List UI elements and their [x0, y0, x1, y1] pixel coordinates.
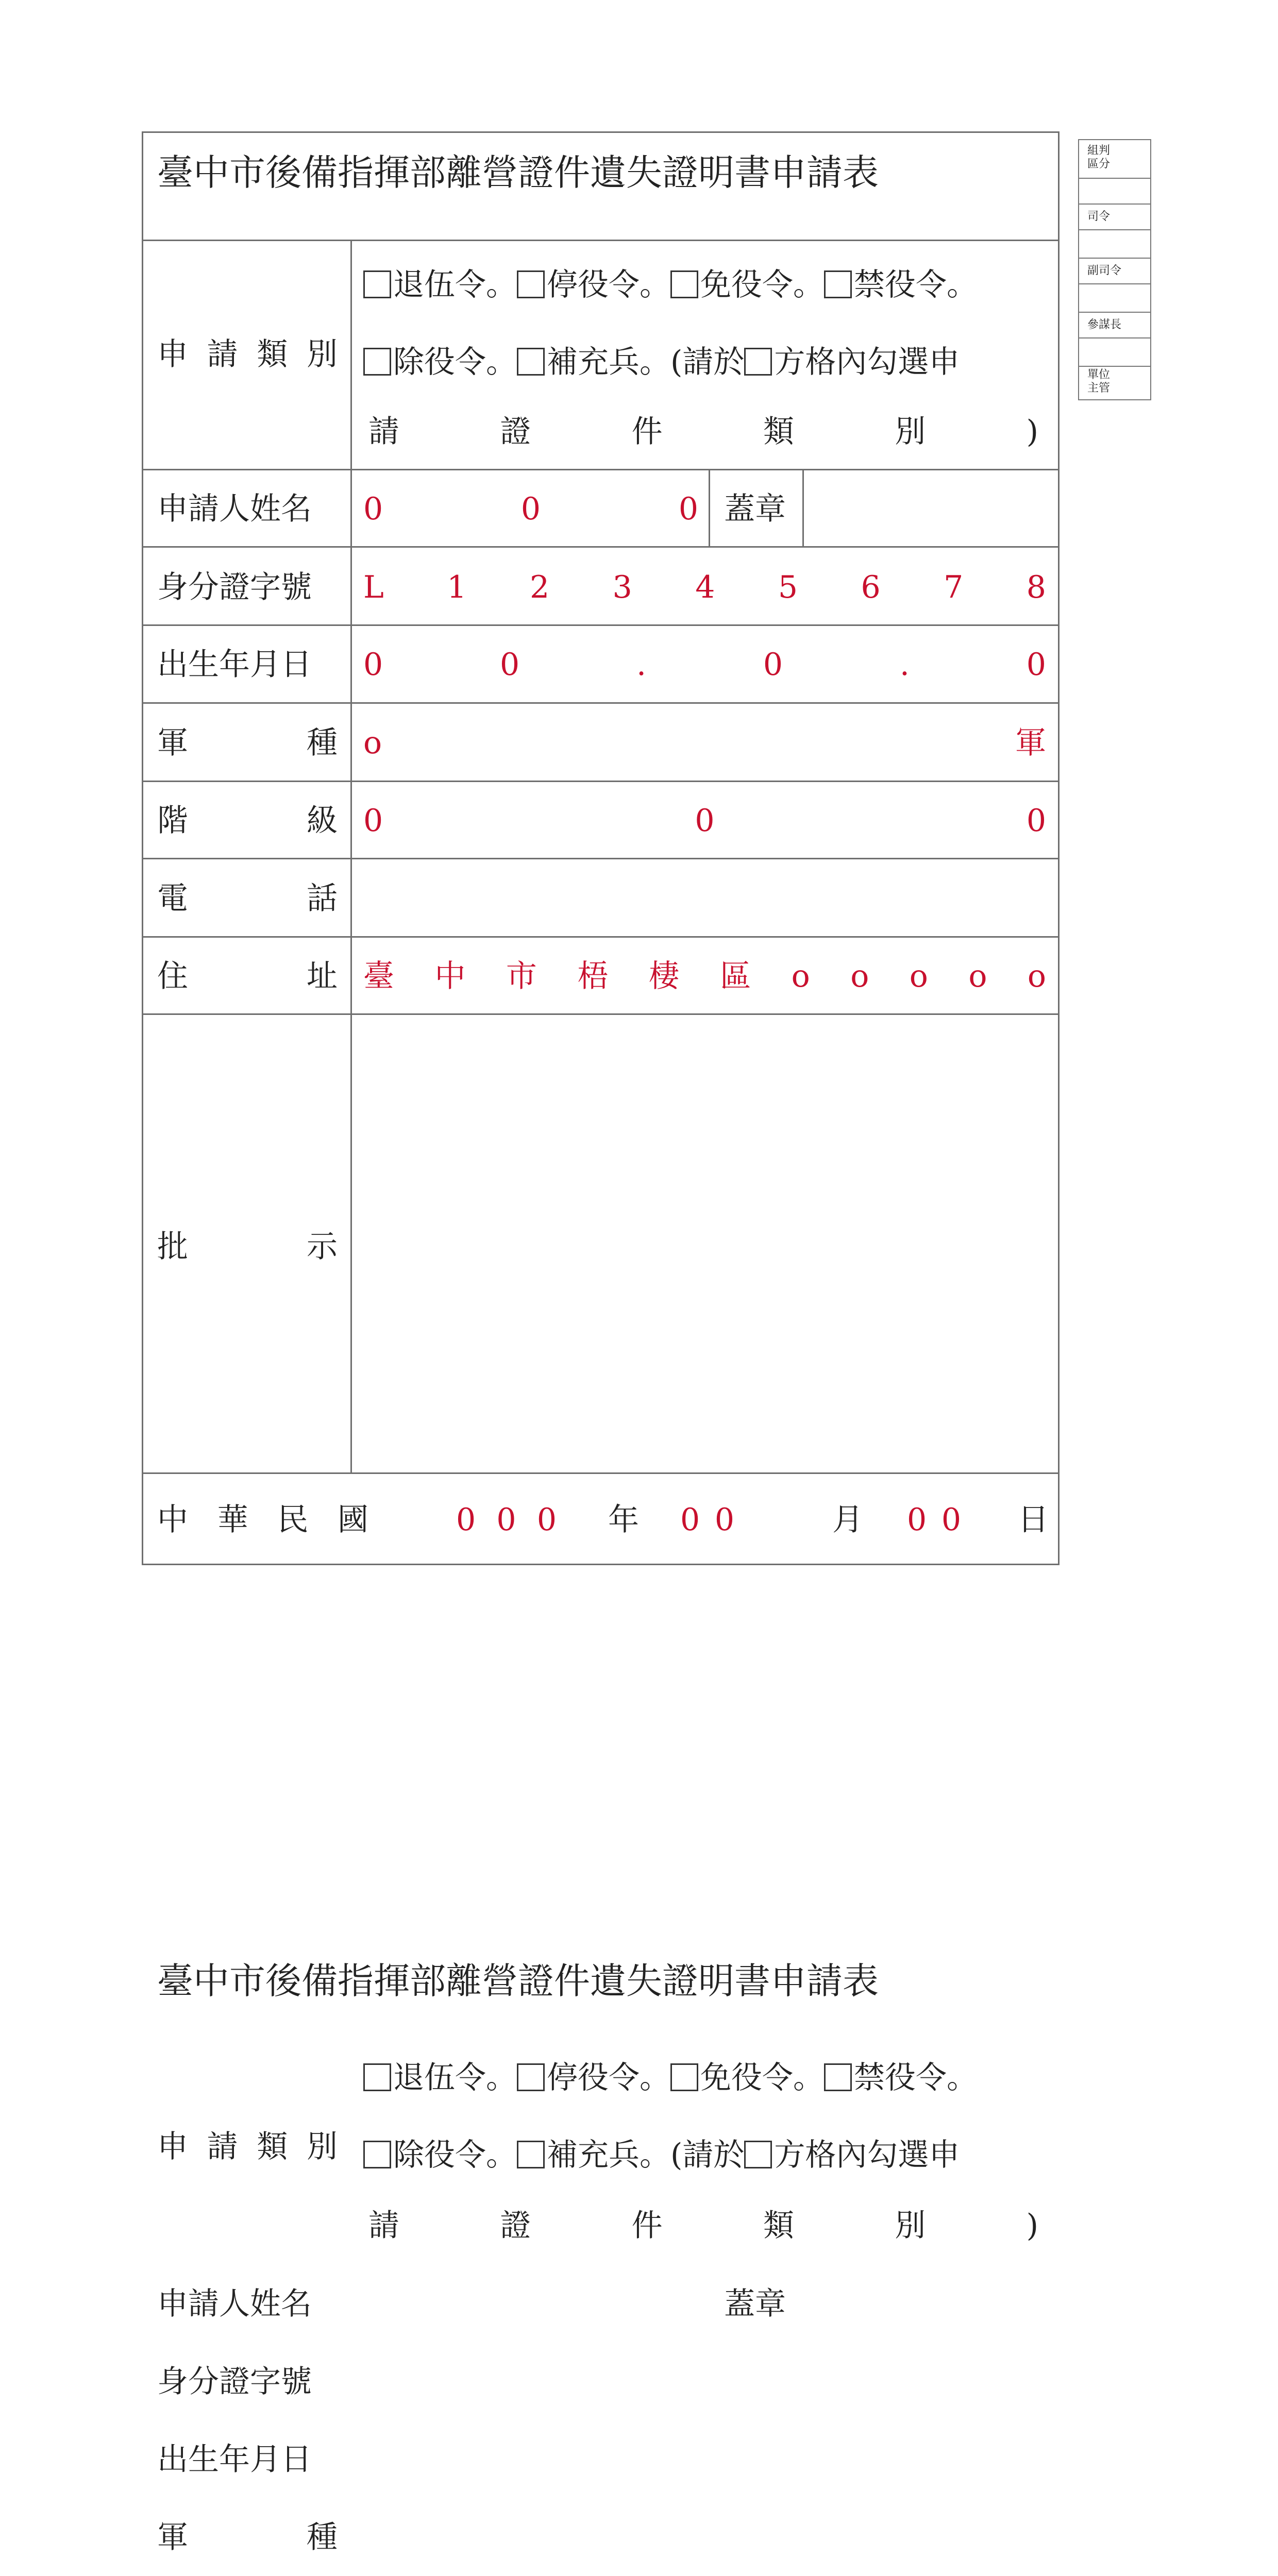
option-reserve: 補充兵。(請於 — [517, 337, 744, 382]
roc-label: 中 華 民 國 — [157, 1502, 368, 1538]
blank-birth-label: 出生年月日 — [157, 2442, 312, 2478]
side-cell-header: 組判 區分 — [1087, 144, 1111, 171]
blank-reserve-checkbox[interactable] — [517, 2141, 545, 2168]
remark-label: 批 示 — [157, 1229, 338, 1265]
blank-seal-label: 蓋章 — [724, 2286, 786, 2322]
blank-options-row-2: 除役令。 補充兵。(請於 方格內勾選申 — [363, 2130, 960, 2175]
table-divider — [143, 858, 1060, 859]
option-suspend: 停役令。 — [517, 260, 670, 304]
blank-retire-checkbox[interactable] — [363, 2063, 391, 2091]
seal-divider — [709, 469, 710, 548]
table-divider — [143, 781, 1060, 782]
side-cell-commander: 司令 — [1087, 210, 1111, 223]
discharge-checkbox[interactable] — [363, 348, 391, 376]
side-cell-unit-head: 單位 主管 — [1087, 368, 1111, 395]
blank-sample-checkbox — [744, 2141, 772, 2168]
table-border-left — [142, 131, 143, 1565]
option-ban: 禁役令。 — [824, 260, 978, 304]
year-label: 年 — [608, 1502, 639, 1538]
rank-label: 階 級 — [157, 803, 338, 839]
table-divider — [143, 1013, 1060, 1015]
apply-options-row-3: 請 證 件 類 別 ) — [368, 414, 1038, 450]
table-divider — [143, 546, 1060, 548]
table-border-top — [143, 131, 1060, 133]
id-label: 身分證字號 — [157, 569, 312, 605]
date-day-value[interactable]: 0 0 — [907, 1502, 961, 1538]
address-value[interactable]: 臺 中 市 梧 棲 區 o o o o o — [363, 958, 1046, 994]
apply-options-row-1 — [363, 260, 978, 304]
table-border-bottom — [143, 1564, 1060, 1565]
blank-options-row-3: 請 證 件 類 別 ) — [368, 2208, 1038, 2244]
month-label: 月 — [832, 1502, 863, 1538]
table-divider — [143, 702, 1060, 704]
name-value[interactable]: 0 0 0 — [363, 491, 698, 527]
apply-type-label: 申 請 類 別 — [157, 336, 338, 372]
date-month-value[interactable]: 0 0 — [680, 1502, 734, 1538]
table-border-right — [1058, 131, 1060, 1565]
side-cell-chief-of-staff: 參謀長 — [1087, 318, 1122, 331]
blank-id-label: 身分證字號 — [157, 2364, 312, 2400]
option-discharge: 除役令。 — [363, 337, 517, 382]
blank-ban-checkbox[interactable] — [824, 2063, 852, 2091]
birth-value[interactable]: 0 0 . 0 . 0 — [363, 647, 1046, 683]
birth-label: 出生年月日 — [157, 647, 312, 683]
id-value[interactable]: L 1 2 3 4 5 6 7 8 — [363, 569, 1046, 605]
branch-value[interactable]: o 軍 — [363, 725, 1046, 761]
exempt-checkbox[interactable] — [670, 270, 698, 298]
blank-apply-type-label: 申 請 類 別 — [157, 2129, 338, 2165]
day-label: 日 — [1018, 1502, 1049, 1538]
table-divider — [143, 624, 1060, 626]
name-label: 申請人姓名 — [157, 491, 312, 527]
option-instruction: 方格內勾選申 — [744, 337, 960, 382]
blank-options-row-1: 退伍令。 停役令。 免役令。 禁役令。 — [363, 2053, 978, 2097]
side-cell-deputy: 副司令 — [1087, 264, 1122, 277]
label-column-divider — [350, 240, 352, 1474]
table-divider — [143, 936, 1060, 938]
ban-checkbox[interactable] — [824, 270, 852, 298]
retire-checkbox[interactable] — [363, 270, 391, 298]
table-divider — [143, 469, 1060, 470]
blank-suspend-checkbox[interactable] — [517, 2063, 545, 2091]
suspend-checkbox[interactable] — [517, 270, 545, 298]
option-retire: 退伍令。 — [363, 260, 517, 304]
table-divider — [143, 240, 1060, 241]
seal-label: 蓋章 — [724, 491, 786, 527]
blank-form-title: 臺中市後備指揮部離營證件遺失證明書申請表 — [157, 1960, 879, 2002]
form-title: 臺中市後備指揮部離營證件遺失證明書申請表 — [157, 151, 879, 194]
reserve-checkbox[interactable] — [517, 348, 545, 376]
rank-value[interactable]: 0 0 0 — [363, 803, 1046, 839]
address-label: 住 址 — [157, 958, 338, 994]
blank-name-label: 申請人姓名 — [157, 2286, 312, 2322]
sample-checkbox — [744, 348, 772, 376]
option-exempt: 免役令。 — [670, 260, 824, 304]
date-year-value[interactable]: 0 0 0 — [456, 1502, 557, 1538]
branch-label: 軍 種 — [157, 725, 338, 761]
blank-exempt-checkbox[interactable] — [670, 2063, 698, 2091]
blank-discharge-checkbox[interactable] — [363, 2141, 391, 2168]
seal-divider — [802, 469, 804, 548]
phone-label: 電 話 — [157, 880, 338, 917]
table-divider — [143, 1472, 1060, 1474]
apply-options-row-2 — [363, 337, 960, 382]
blank-branch-label: 軍 種 — [157, 2519, 338, 2555]
